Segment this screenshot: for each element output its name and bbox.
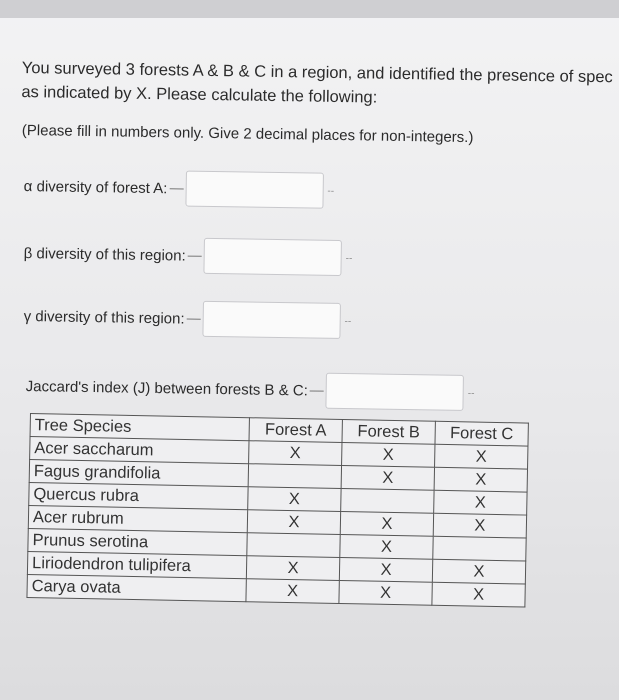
blank-dash: [310, 390, 324, 391]
species-name: Acer saccharum: [30, 437, 249, 464]
species-table: [26, 413, 528, 608]
blank-dash: [188, 255, 202, 256]
forest-c-cell: X: [432, 582, 525, 607]
forest-c-cell: X: [433, 513, 526, 538]
forest-b-cell: X: [340, 511, 433, 536]
species-name: Carya ovata: [27, 574, 246, 601]
forest-c-cell: [433, 536, 526, 561]
beta-diversity-label: β diversity of this region:: [23, 244, 186, 265]
question-line-2: as indicated by X. Please calculate the following:: [21, 82, 378, 107]
jaccard-index-label: Jaccard's index (J) between forests B & C:: [25, 377, 308, 399]
top-edge: [0, 0, 619, 18]
forest-a-cell: [248, 464, 341, 489]
feedback-marker: --: [467, 387, 475, 399]
forest-b-cell: X: [340, 534, 433, 559]
species-name: Liriodendron tulipifera: [27, 551, 246, 578]
forest-a-cell: X: [246, 556, 339, 581]
forest-a-cell: X: [247, 510, 340, 535]
forest-a-cell: X: [248, 487, 341, 512]
forest-b-cell: X: [339, 580, 432, 605]
header-forest-a: Forest A: [249, 418, 342, 443]
jaccard-index-input[interactable]: [326, 373, 465, 411]
blank-dash: [169, 188, 183, 189]
forest-a-cell: X: [246, 579, 339, 604]
forest-c-cell: X: [435, 444, 528, 469]
forest-c-cell: X: [432, 559, 525, 584]
feedback-marker: --: [345, 252, 353, 264]
forest-b-cell: X: [342, 442, 435, 467]
forest-a-cell: X: [249, 441, 342, 466]
instructions-note: (Please fill in numbers only. Give 2 decimal places for non-integers.): [21, 122, 474, 147]
species-name: Acer rubrum: [28, 505, 247, 532]
species-name: Fagus grandifolia: [29, 460, 248, 487]
header-forest-b: Forest B: [342, 419, 435, 444]
alpha-diversity-label: α diversity of forest A:: [23, 177, 168, 197]
jaccard-index-row: [25, 368, 474, 411]
gamma-diversity-label: γ diversity of this region:: [23, 307, 185, 328]
question-text: [21, 56, 619, 113]
beta-diversity-row: [23, 235, 352, 276]
gamma-diversity-input[interactable]: [202, 301, 341, 339]
feedback-marker: --: [327, 185, 335, 197]
forest-a-cell: [247, 533, 340, 558]
blank-dash: [187, 318, 201, 319]
question-line-1: You surveyed 3 forests A & B & C in a region, and identified the presence of spec: [21, 58, 613, 87]
species-name: Quercus rubra: [29, 482, 248, 509]
feedback-marker: --: [344, 315, 352, 327]
forest-b-cell: X: [341, 465, 434, 490]
gamma-diversity-row: [23, 298, 351, 339]
beta-diversity-input[interactable]: [203, 238, 342, 276]
forest-c-cell: X: [434, 490, 527, 515]
forest-b-cell: X: [339, 557, 432, 582]
forest-c-cell: X: [434, 467, 527, 492]
forest-b-cell: [341, 488, 434, 513]
species-name: Prunus serotina: [28, 528, 247, 555]
alpha-diversity-input[interactable]: [185, 171, 324, 209]
header-forest-c: Forest C: [435, 421, 528, 446]
header-tree-species: Tree Species: [30, 414, 249, 441]
alpha-diversity-row: [23, 168, 334, 209]
